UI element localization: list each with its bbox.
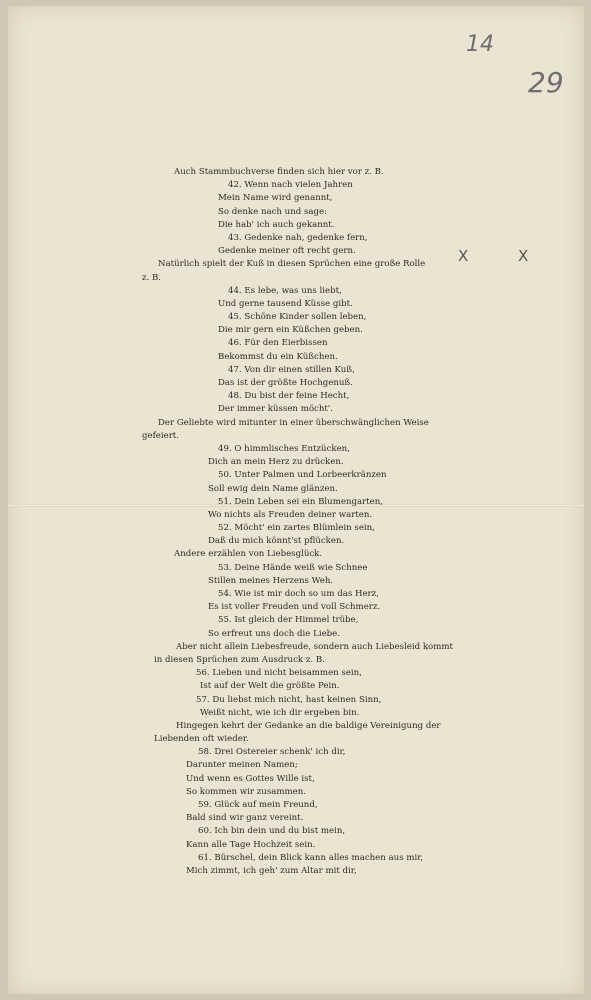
text-line: 60. Ich bin dein und du bist mein, (198, 826, 346, 837)
text-line: Hingegen kehrt der Gedanke an die baldige Vereinigung der (176, 720, 441, 731)
text-line: Daß du mich könnt'st pflücken. (208, 536, 345, 547)
text-line: Ist auf der Welt die größte Pein. (200, 681, 340, 692)
text-line: 56. Lieben und nicht beisammen sein, (196, 668, 362, 679)
text-line: Der immer küssen möcht'. (218, 404, 333, 415)
text-line: Liebenden oft wieder. (154, 734, 249, 745)
text-line: z. B. (142, 272, 162, 283)
text-line: 61. Bürschel, dein Blick kann alles machen aus mir, (198, 852, 424, 863)
text-line: So denke nach und sage: (218, 206, 327, 217)
text-line: So kommen wir zusammen. (186, 786, 307, 797)
text-line: Natürlich spielt der Kuß in diesen Sprüchen eine große Rolle (158, 259, 426, 270)
text-line: 54. Wie ist mir doch so um das Herz, (218, 589, 379, 599)
text-line: Es ist voller Freuden und voll Schmerz. (208, 602, 381, 613)
text-line: 46. Für den Eierbissen (228, 338, 328, 349)
text-line: Soll ewig dein Name glänzen. (208, 483, 338, 494)
text-line: Aber nicht allein Liebesfreude, sondern auch Liebesleid kommt (176, 641, 453, 652)
text-line: 58. Drei Ostereier schenk' ich dir, (198, 747, 346, 758)
text-line: 55. Ist gleich der Himmel trübe, (218, 615, 359, 626)
pencil-mark: X (458, 247, 469, 265)
text-line: So erfreut uns doch die Liebe. (208, 628, 340, 639)
text-line: Gedenke meiner oft recht gern. (218, 246, 356, 257)
text-line: Darunter meinen Namen; (186, 760, 298, 771)
text-line: Dich an mein Herz zu drücken. (208, 457, 344, 468)
text-line: Und gerne tausend Küsse gibt. (218, 298, 353, 309)
text-line: Wo nichts als Freuden deiner warten. (208, 509, 373, 520)
text-line: Kann alle Tage Hochzeit sein. (186, 839, 316, 850)
text-line: 57. Du liebst mich nicht, hast keinen Sinn, (196, 694, 382, 705)
text-line: Und wenn es Gottes Wille ist, (186, 773, 315, 784)
text-line: 44. Es lebe, was uns liebt, (228, 285, 342, 296)
text-line: 47. Von dir einen stillen Kuß, (228, 364, 355, 375)
text-line: Stillen meines Herzens Weh. (208, 575, 334, 586)
text-line: 50. Unter Palmen und Lorbeerkränzen (218, 470, 387, 481)
text-line: Auch Stammbuchverse finden sich hier vor z. B. (174, 167, 384, 177)
text-line: 59. Glück auf mein Freund, (198, 800, 318, 810)
text-line: gefeiert. (142, 430, 179, 441)
text-line: Andere erzählen von Liebesglück. (174, 549, 323, 560)
text-line: 45. Schöne Kinder sollen leben, (228, 312, 367, 323)
text-line: Die mir gern ein Küßchen geben. (218, 325, 363, 336)
text-line: Die hab' ich auch gekannt. (218, 219, 335, 230)
text-line: Mein Name wird genannt, (218, 193, 333, 204)
text-line: Weißt nicht, wie ich dir ergeben bin. (200, 707, 360, 718)
text-line: Bekommst du ein Küßchen. (218, 351, 338, 362)
pencil-mark: X (518, 247, 529, 265)
text-line: 49. O himmlisches Entzücken, (218, 443, 350, 454)
text-line: Bald sind wir ganz vereint. (186, 813, 304, 824)
text-line: Mich zimmt, ich geh' zum Altar mit dir, (186, 865, 357, 876)
text-line: Das ist der größte Hochgenuß. (218, 378, 353, 388)
text-line: in diesen Sprüchen zum Ausdruck z. B. (154, 654, 325, 665)
sheet-number: 29 (528, 66, 564, 99)
text-line: 51. Dein Leben sei ein Blumengarten, (218, 496, 384, 507)
text-line: 53. Deine Hände weiß wie Schnee (218, 562, 368, 573)
folio-number: 14 (466, 32, 494, 57)
text-line: 43. Gedenke nah, gedenke fern, (228, 232, 368, 243)
text-line: 52. Möcht' ein zartes Blümlein sein, (218, 523, 375, 534)
text-line: Der Geliebte wird mitunter in einer überschwänglichen Weise (158, 417, 429, 428)
body-text (142, 166, 476, 878)
text-line: 42. Wenn nach vielen Jahren (228, 180, 353, 191)
text-line: 48. Du bist der feine Hecht, (228, 391, 350, 402)
